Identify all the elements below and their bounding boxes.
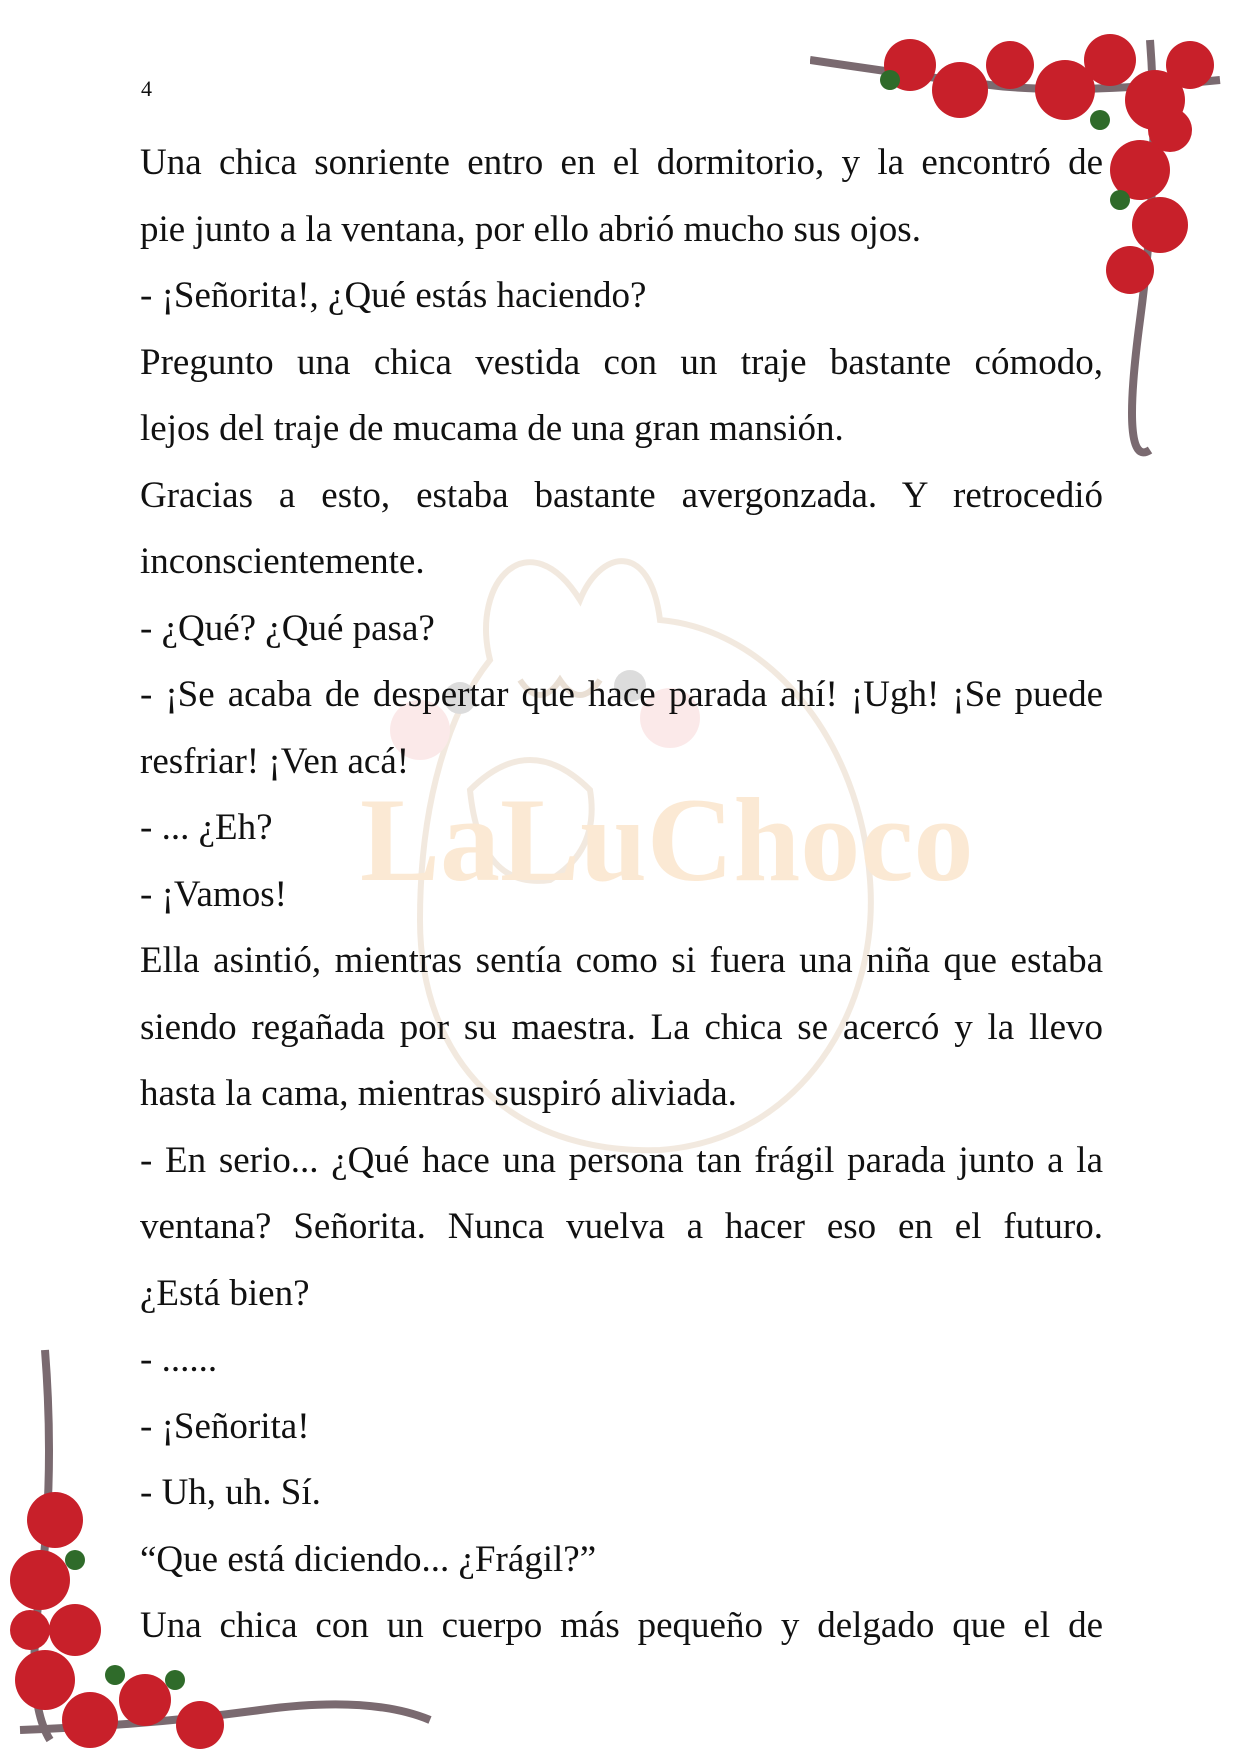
- text-line: Ella asintió, mientras sentía como si fuera una niña que estaba: [140, 940, 1103, 981]
- text-line: “Que está diciendo... ¿Frágil?”: [140, 1538, 597, 1580]
- text-line: inconscientemente.: [140, 541, 425, 582]
- text-line: - ¿Qué? ¿Qué pasa?: [140, 607, 435, 649]
- text-line: hasta la cama, mientras suspiró aliviada.: [140, 1073, 737, 1114]
- text-line: ¿Está bien?: [140, 1272, 310, 1314]
- text-line: - ......: [140, 1339, 218, 1380]
- text-line: siendo regañada por su maestra. La chica se acercó y la llevo: [140, 1006, 1103, 1048]
- text-line: resfriar! ¡Ven acá!: [140, 740, 410, 782]
- text-line: - Uh, uh. Sí.: [140, 1472, 321, 1513]
- text-line: pie junto a la ventana, por ello abrió mucho sus ojos.: [140, 208, 921, 250]
- text-line: Una chica sonriente entro en el dormitorio, y la encontró de: [140, 142, 1103, 183]
- page-number: 4: [141, 76, 152, 101]
- text-line: ventana? Señorita. Nunca vuelva a hacer eso en el futuro.: [140, 1206, 1103, 1247]
- watermark-text: LaLuChoco: [360, 773, 974, 906]
- text-line: - ¡Señorita!: [140, 1405, 310, 1447]
- text-line: Una chica con un cuerpo más pequeño y delgado que el de: [140, 1605, 1103, 1646]
- text-line: - ¡Vamos!: [140, 873, 287, 915]
- text-line: - ... ¿Eh?: [140, 807, 273, 848]
- text-line: - ¡Se acaba de despertar que hace parada ahí! ¡Ugh! ¡Se puede: [140, 674, 1103, 715]
- text-line: lejos del traje de mucama de una gran mansión.: [140, 408, 844, 449]
- text-line: Gracias a esto, estaba bastante avergonzada. Y retrocedió: [140, 474, 1103, 516]
- text-line: - ¡Señorita!, ¿Qué estás haciendo?: [140, 275, 647, 316]
- body-text: [140, 130, 1103, 1660]
- text-line: Pregunto una chica vestida con un traje bastante cómodo,: [140, 341, 1103, 383]
- text-line: - En serio... ¿Qué hace una persona tan frágil parada junto a la: [140, 1139, 1103, 1181]
